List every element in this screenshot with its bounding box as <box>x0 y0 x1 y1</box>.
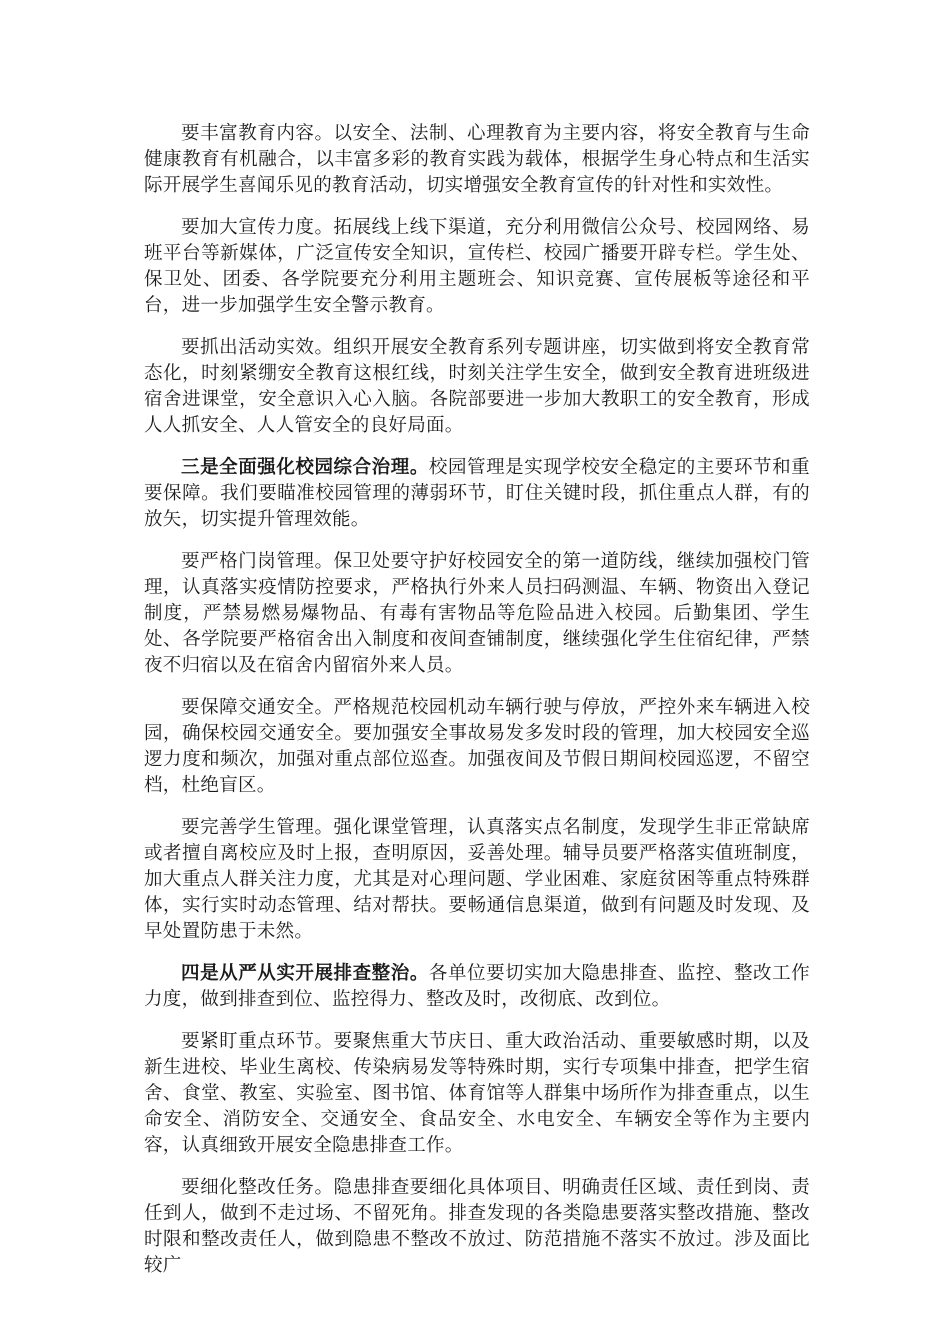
paragraph-4 <box>144 455 810 533</box>
paragraph-text: 要抓出活动实效。组织开展安全教育系列专题讲座，切实做到将安全教育常态化，时刻紧绷安全教育这根红线，时刻关注学生安全，做到安全教育进班级进宿舍进课堂，安全意识入心入脑。各院部要进一步加大教职工的安全教育，形成人人抓安全、人人管安全的良好局面。 <box>144 337 810 436</box>
paragraph-10 <box>144 1175 810 1279</box>
paragraph-text: 各单位要切实加大隐患排查、监控、整改工作力度，做到排查到位、监控得力、整改及时，改彻底、改到位。 <box>144 963 810 1010</box>
paragraph-1 <box>144 121 810 199</box>
paragraph-text: 要完善学生管理。强化课堂管理，认真落实点名制度，发现学生非正常缺席或者擅自离校应及时上报，查明原因，妥善处理。辅导员要严格落实值班制度，加大重点人群关注力度，尤其是对心理问题、学业困难、家庭贫困等重点特殊群体，实行实时动态管理、结对帮扶。要畅通信息渠道，做到有问题及时发现、及早处置防患于未然。 <box>144 817 810 942</box>
paragraph-text: 要严格门岗管理。保卫处要守护好校园安全的第一道防线，继续加强校门管理，认真落实疫情防控要求，严格执行外来人员扫码测温、车辆、物资出入登记制度，严禁易燃易爆物品、有毒有害物品等危险品进入校园。后勤集团、学生处、各学院要严格宿舍出入制度和夜间查铺制度，继续强化学生住宿纪律，严禁夜不归宿以及在宿舍内留宿外来人员。 <box>144 551 810 676</box>
paragraph-5 <box>144 549 810 679</box>
paragraph-2 <box>144 215 810 319</box>
section-heading-four: 四是从严从实开展排查整治。 <box>181 963 429 984</box>
paragraph-7 <box>144 815 810 945</box>
paragraph-3 <box>144 335 810 439</box>
paragraph-6 <box>144 695 810 799</box>
paragraph-8 <box>144 961 810 1013</box>
paragraph-text: 要紧盯重点环节。要聚焦重大节庆日、重大政治活动、重要敏感时期，以及新生进校、毕业生离校、传染病易发等特殊时期，实行专项集中排查，把学生宿舍、食堂、教室、实验室、图书馆、体育馆等人群集中场所作为排查重点，以生命安全、消防安全、交通安全、食品安全、水电安全、车辆安全等作为主要内容，认真细致开展安全隐患排查工作。 <box>144 1031 810 1156</box>
paragraph-9 <box>144 1029 810 1159</box>
paragraph-text: 要加大宣传力度。拓展线上线下渠道，充分利用微信公众号、校园网络、易班平台等新媒体，广泛宣传安全知识，宣传栏、校园广播要开辟专栏。学生处、保卫处、团委、各学院要充分利用主题班会、知识竞赛、宣传展板等途径和平台，进一步加强学生安全警示教育。 <box>144 217 810 316</box>
document-body <box>144 121 810 1295</box>
paragraph-text: 要保障交通安全。严格规范校园机动车辆行驶与停放，严控外来车辆进入校园，确保校园交通安全。要加强安全事故易发多发时段的管理，加大校园安全巡逻力度和频次，加强对重点部位巡查。加强夜间及节假日期间校园巡逻，不留空档，杜绝盲区。 <box>144 697 810 796</box>
section-heading-three: 三是全面强化校园综合治理。 <box>181 457 429 478</box>
paragraph-text: 要丰富教育内容。以安全、法制、心理教育为主要内容，将安全教育与生命健康教育有机融合，以丰富多彩的教育实践为载体，根据学生身心特点和生活实际开展学生喜闻乐见的教育活动，切实增强安全教育宣传的针对性和实效性。 <box>144 123 810 196</box>
paragraph-text: 要细化整改任务。隐患排查要细化具体项目、明确责任区域、责任到岗、责任到人，做到不走过场、不留死角。排查发现的各类隐患要落实整改措施、整改时限和整改责任人，做到隐患不整改不放过、防范措施不落实不放过。涉及面比较广 <box>144 1177 810 1276</box>
paragraph-text: 校园管理是实现学校安全稳定的主要环节和重要保障。我们要瞄准校园管理的薄弱环节，盯住关键时段，抓住重点人群，有的放矢，切实提升管理效能。 <box>144 457 810 530</box>
